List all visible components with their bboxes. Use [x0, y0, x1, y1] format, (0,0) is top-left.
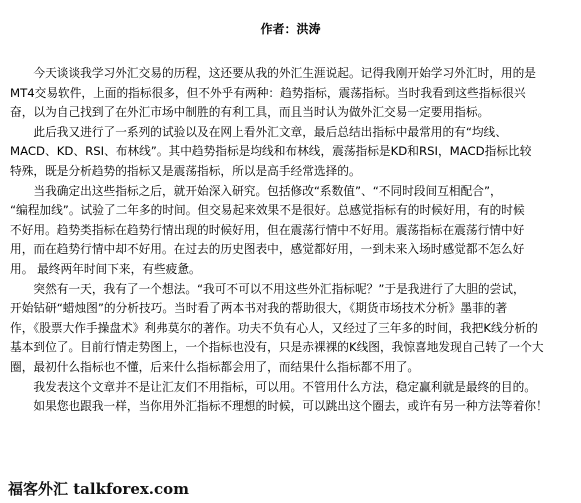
- text-line: 圈，最初什么指标也不懂，后来什么指标都会用了，而结果什么指标都不用了。: [10, 359, 420, 374]
- text-line: 今天谈谈我学习外汇交易的历程，这还要从我的外汇生涯说起。记得我刚开始学习外汇时，用的是: [10, 66, 536, 80]
- author-line: 作者：洪涛: [260, 22, 321, 36]
- text-line: 如果您也跟我一样，当你用外汇指标不理想的时候，可以跳出这个圈去，或许有另一种方法等着你！: [10, 399, 548, 414]
- text-line: 我发表这个文章并不是让汇友们不用指标，可以用。不管用什么方法，稳定赢利就是最终的目的。: [10, 379, 536, 394]
- text-line: 突然有一天，我有了一个想法。“我可不可以不用这些外汇指标呢？”于是我进行了大胆的尝试，: [10, 281, 525, 296]
- text-line: 奋，以为自己找到了在外汇市场中制胜的有利工具，而且当时认为做外汇交易一定要用指标。: [10, 105, 490, 120]
- text-line: 不好用。趋势类指标在趋势行情出现的时候好用，但在震荡行情中不好用。震荡指标在震荡行情中好: [10, 222, 525, 237]
- text-line: 开始钻研“蜡烛图”的分析技巧。当时看了两本书对我的帮助很大，《期货市场技术分析》墨菲的著: [10, 301, 508, 316]
- text-line: 特殊，既是分析趋势的指标又是震荡指标，所以是高手经常选择的。: [10, 163, 361, 178]
- text-line: 当我确定出这些指标之后，就开始深入研究。包括修改“系数值”、“不同时段间互相配合”，: [10, 183, 502, 198]
- site-watermark: 福客外汇 talkforex.com: [0, 478, 238, 500]
- text-line: 作，《股票大作手操盘术》利弗莫尔的著作。功夫不负有心人，又经过了三年多的时间，我把K线分析的: [10, 320, 538, 335]
- article-body: [10, 64, 569, 417]
- text-line: MT4交易软件，上面的指标很多，但不外乎有两种：趋势指标，震荡指标。当时我看到这些指标很兴: [10, 85, 526, 100]
- text-line: 用。 最终两年时间下来，有些疲惫。: [10, 261, 201, 276]
- text-line: MACD、KD、RSI、布林线”。其中趋势指标是均线和布林线，震荡指标是KD和RSI，MACD指标比较: [10, 144, 532, 159]
- text-line: 此后我又进行了一系列的试验以及在网上看外汇文章，最后总结出指标中最常用的有“均线、: [10, 124, 507, 139]
- text-line: “编程加线”。试验了二年多的时间。但交易起来效果不是很好。总感觉指标有的时候好用，有的时候: [10, 203, 525, 218]
- text-line: 基本到位了。目前行情走势图上，一个指标也没有，只是赤裸裸的K线图，我惊喜地发现自己转了一个大: [10, 340, 544, 355]
- text-line: 用，而在趋势行情中却不好用。在过去的历史图表中，感觉都好用，一到未来入场时感觉都不怎么好: [10, 242, 525, 257]
